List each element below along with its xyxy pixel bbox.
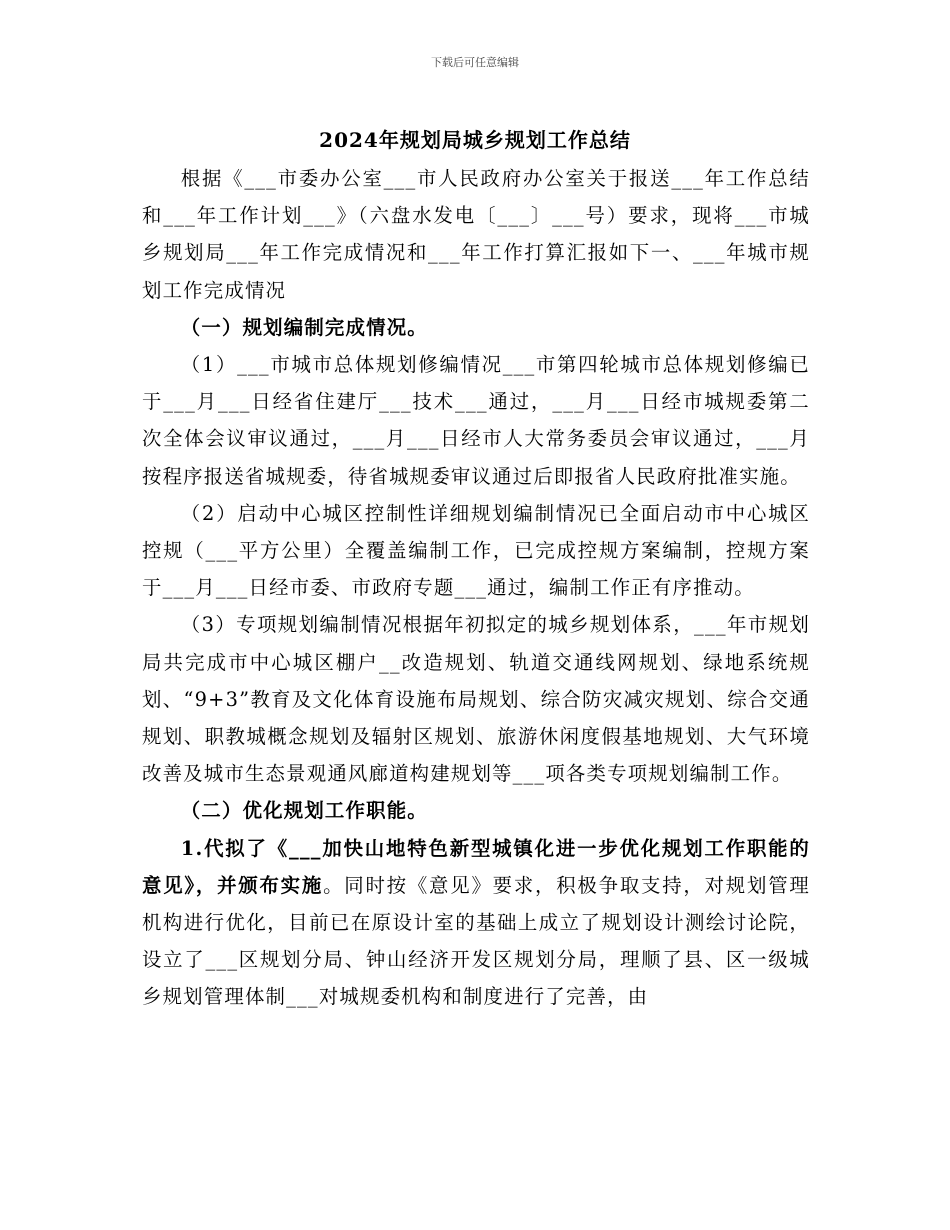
paragraph-item-4 <box>142 830 810 1016</box>
paragraph-item-1: （1）___市城市总体规划修编情况___市第四轮城市总体规划修编已于___月___日经省住建厅___技术___通过，___月___日经市城规委第二次全体会议审议通过，___月___日经市人大常务委员会审议通过，___月按程序报送省城规委，待省城规委审议通过后即报省人民政府批准实施。 <box>142 353 810 488</box>
page-header: 下载后可任意编辑 <box>431 56 519 69</box>
document-body <box>142 160 810 1016</box>
section-heading-2: （二）优化规划工作职能。 <box>180 799 428 823</box>
intro-paragraph: 根据《___市委办公室___市人民政府办公室关于报送___年工作总结和___年工作计划___》（六盘水发电〔___〕___号）要求，现将___市城乡规划局___年工作完成情况和___年工作打算汇报如下一、___年城市规划工作完成情况 <box>142 167 810 302</box>
document-title: 2024年规划局城乡规划工作总结 <box>319 128 631 152</box>
paragraph-item-3: （3）专项规划编制情况根据年初拟定的城乡规划体系，___年市规划局共完成市中心城区棚户__改造规划、轨道交通线网规划、绿地系统规划、“9+3”教育及文化体育设施布局规划、综合防灾减灾规划、综合交通规划、职教城概念规划及辐射区规划、旅游休闲度假基地规划、大气环境改善及城市生态景观通风廊道构建规划等___项各类专项规划编制工作。 <box>142 613 810 786</box>
paragraph-item-4-lead: 1.代拟了《___加快山地特色新型城镇化进一步优化规划工作职能的意见》，并颁布实施 <box>142 836 810 897</box>
paragraph-item-4-text: 。同时按《意见》要求，积极争取支持，对规划管理机构进行优化，目前已在原设计室的基础上成立了规划设计测绘讨论院，设立了___区规划分局、钟山经济开发区规划分局，理顺了县、区一级城乡规划管理体制___对城规委机构和制度进行了完善，由 <box>142 873 810 1009</box>
section-heading-1: （一）规划编制完成情况。 <box>180 315 428 339</box>
paragraph-item-2: （2）启动中心城区控制性详细规划编制情况已全面启动市中心城区控规（___平方公里）全覆盖编制工作，已完成控规方案编制，控规方案于___月___日经市委、市政府专题___通过，编制工作正有序推动。 <box>142 501 810 600</box>
